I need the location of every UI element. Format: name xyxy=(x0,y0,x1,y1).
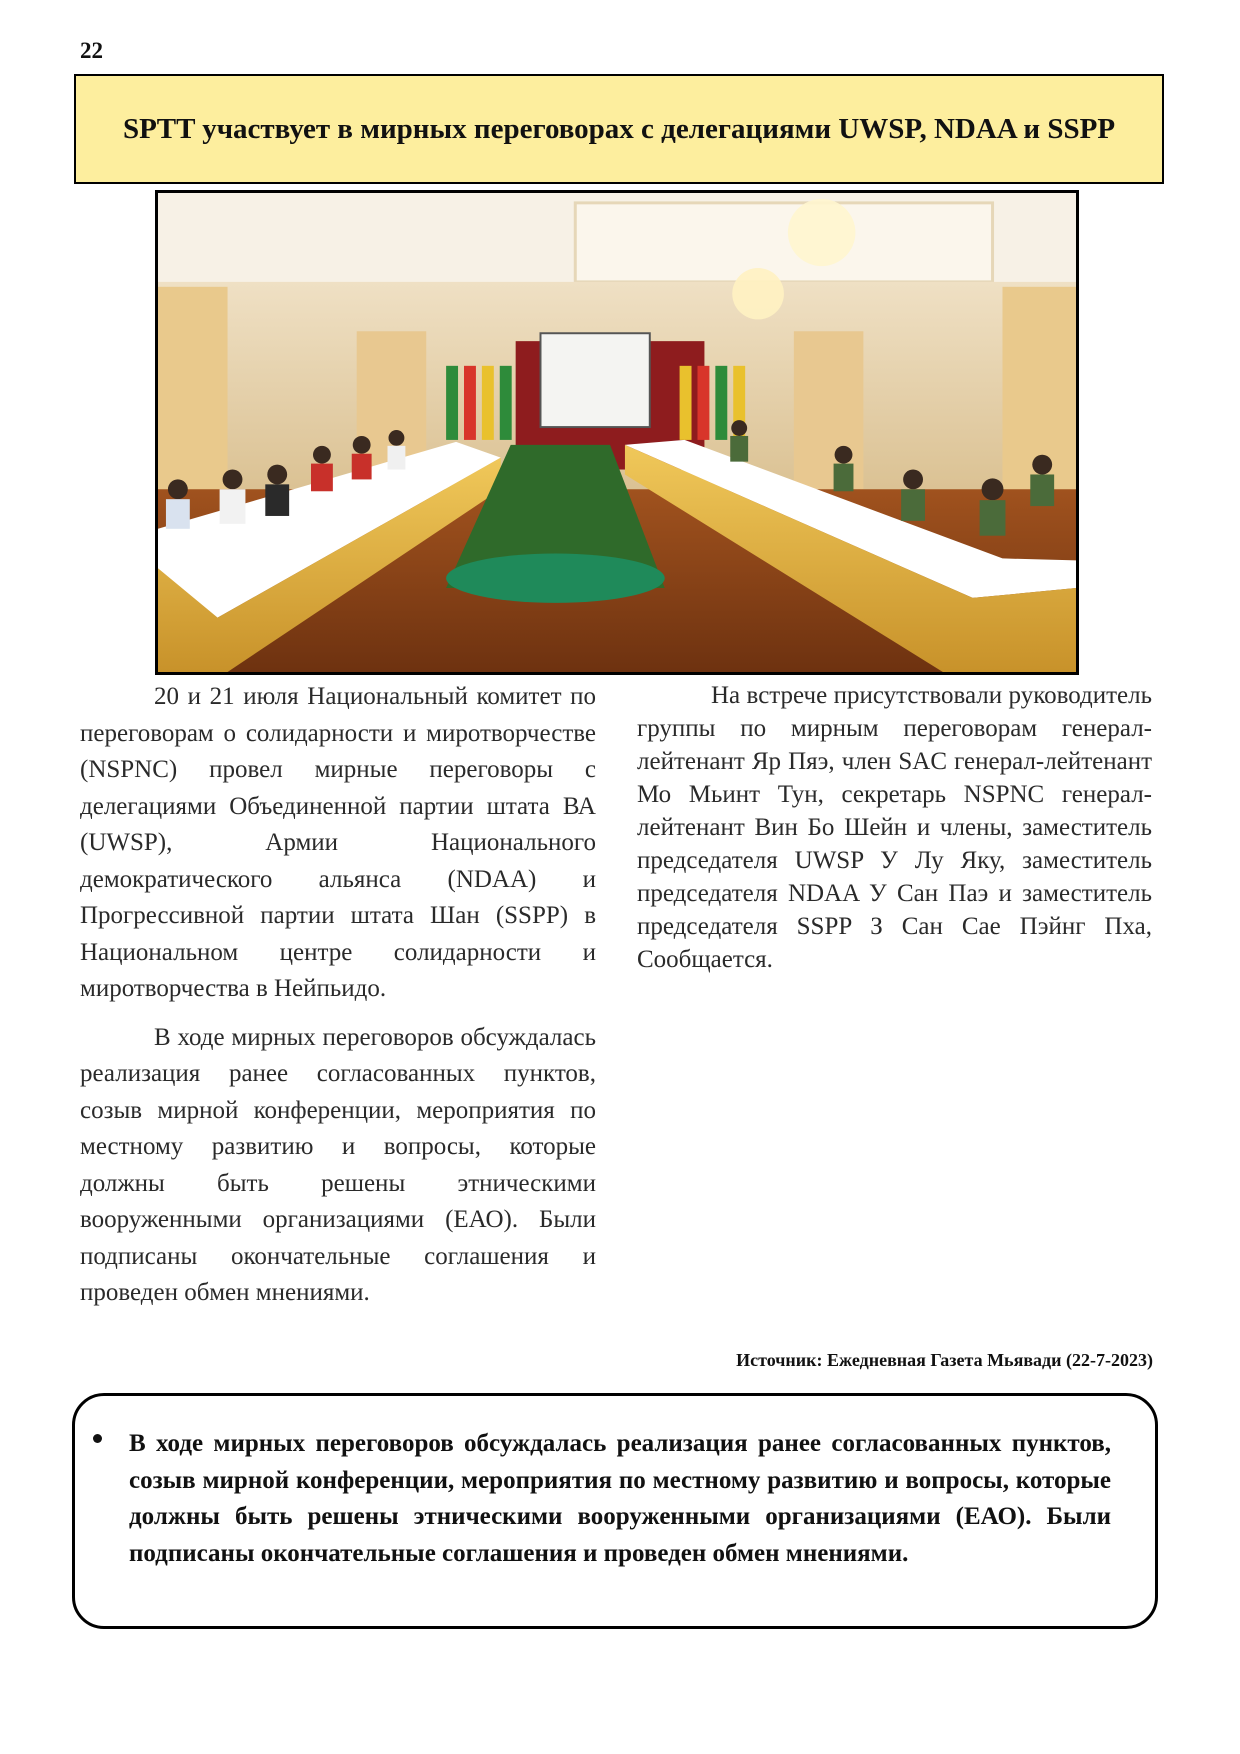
summary-item: В ходе мирных переговоров обсуждалась реализация ранее согласованных пунктов, созыв мирной конференции, мероприятия по местному развитию и вопросы, которые должны быть решены этническими вооруженными организациями (ЕАО). Были подписаны окончательные соглашения и проведен обмен мнениями. xyxy=(129,1430,1111,1567)
conference-room-photo xyxy=(155,190,1079,675)
summary-box xyxy=(72,1393,1158,1629)
photo-illustration xyxy=(158,193,1076,672)
source-citation: Источник: Ежедневная Газета Мьявади (22-7-2023) xyxy=(736,1350,1153,1370)
article-paragraph: 20 и 21 июля Национальный комитет по переговорам о солидарности и миротворчестве (NSPNC) провел мирные переговоры с делегациями Объединенной партии штата ВА (UWSP), Армии Национального демократического альянса (NDAA) и Прогрессивной партии штата Шан (SSPP) в Национальном центре солидарности и миротворчества в Нейпьидо. xyxy=(80,683,596,1002)
article-right-column xyxy=(637,679,1152,976)
article-paragraph: В ходе мирных переговоров обсуждалась реализация ранее согласованных пунктов, созыв мирной конференции, мероприятия по местному развитию и вопросы, которые должны быть решены этническими вооруженными организациями (ЕАО). Были подписаны окончательные соглашения и проведен обмен мнениями. xyxy=(80,1023,596,1306)
bullet-icon xyxy=(93,1434,102,1443)
article-paragraph: На встрече присутствовали руководитель группы по мирным переговорам генерал-лейтенант Яр Пяэ, член SAC генерал-лейтенант Мо Мьинт Тун, секретарь NSPNC генерал-лейтенант Вин Бо Шейн и члены, заместитель председателя UWSP У Лу Яку, заместитель председателя NDAA У Сан Паэ и заместитель председателя SSPP З Сан Сае Пэйнг Пха, Сообщается. xyxy=(637,682,1152,973)
page-number: 22 xyxy=(80,38,103,63)
page-title: SPTT участвует в мирных переговорах с делегациями UWSP, NDAA и SSPP xyxy=(122,112,1116,145)
article-left-column xyxy=(80,679,596,1312)
title-banner xyxy=(74,74,1164,184)
